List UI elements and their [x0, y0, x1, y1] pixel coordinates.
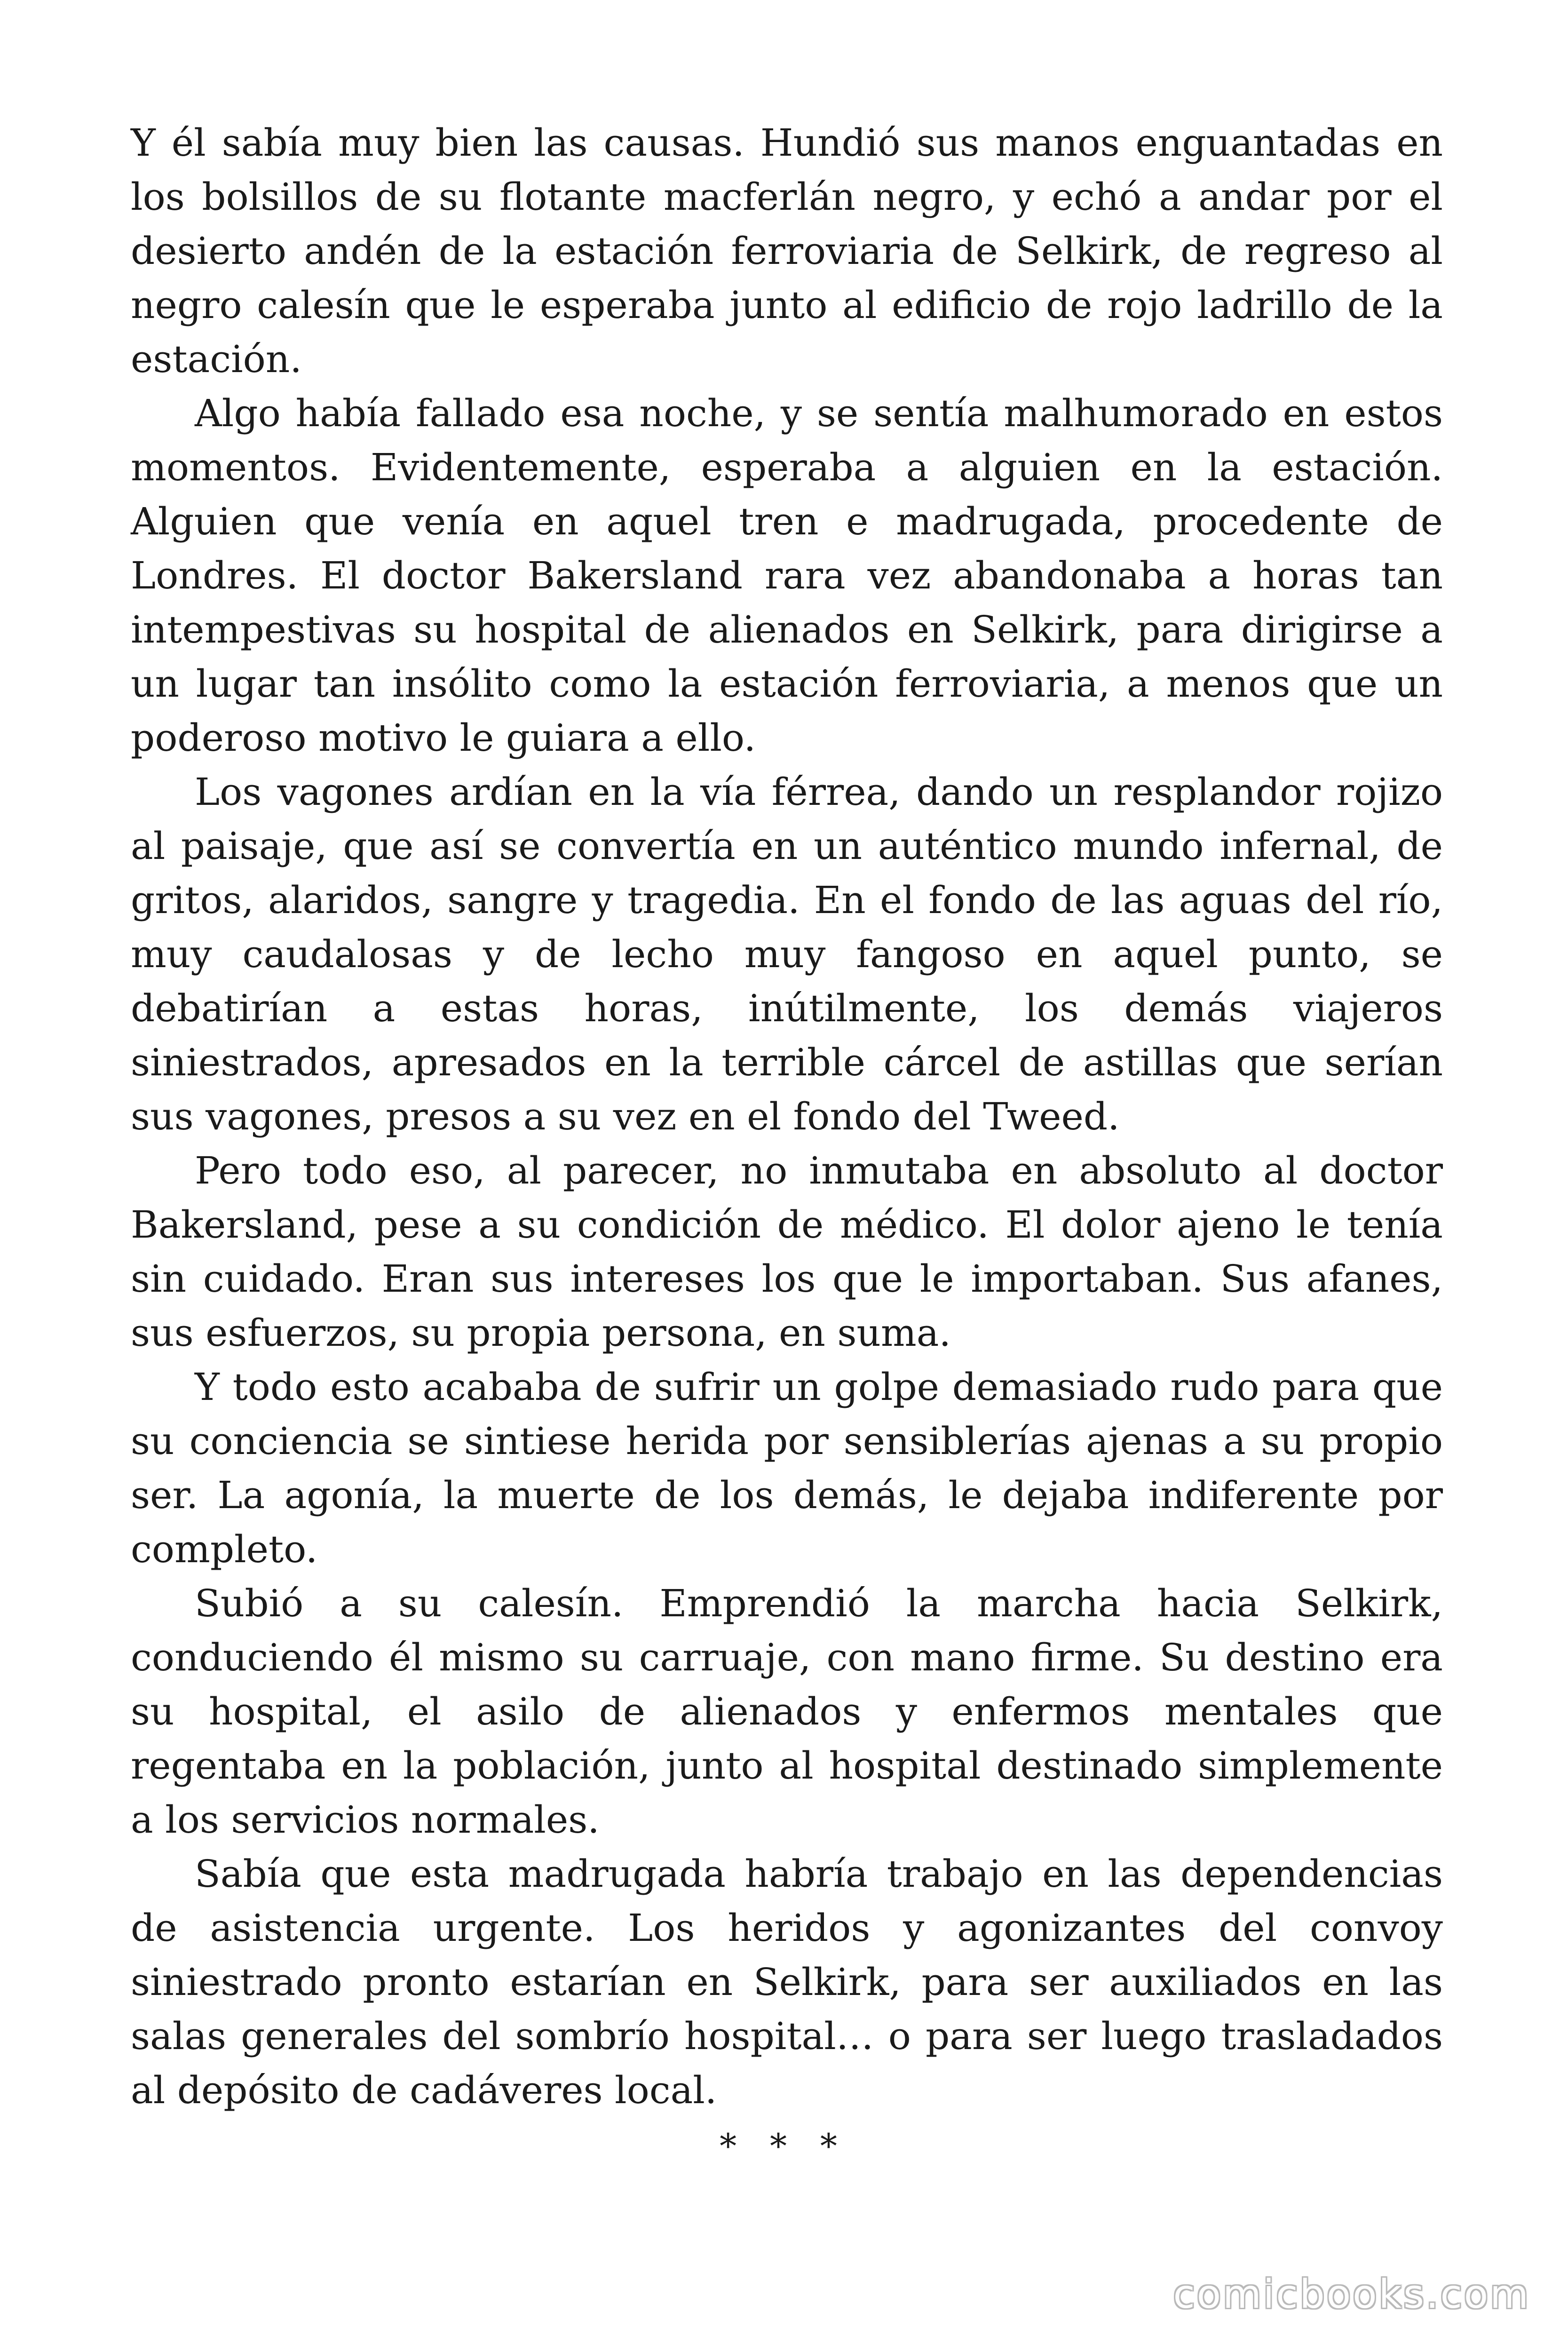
paragraph-3: Los vagones ardían en la vía férrea, dando un resplandor rojizo al paisaje, que así se convertía en un auténtico mundo infernal, de gritos, alaridos, sangre y tragedia. En el fondo de las aguas del río, muy caudalosas y de lecho muy fangoso en aquel punto, se debatirían a estas horas, inútilmente, los demás viajeros siniestrados, apresados en la terrible cárcel de astillas que serían sus vagones, presos a su vez en el fondo del Tweed.: [131, 770, 1443, 1138]
body-text: [131, 116, 1443, 2117]
paragraph-2: Algo había fallado esa noche, y se sentía malhumorado en estos momentos. Evidentemente, esperaba a alguien en la estación. Alguien que venía en aquel tren e madrugada, procedente de Londres. El doctor Bakersland rara vez abandonaba a horas tan intempestivas su hospital de alienados en Selkirk, para dirigirse a un lugar tan insólito como la estación ferroviaria, a menos que un poderoso motivo le guiara a ello.: [131, 391, 1443, 760]
paragraph-6: Subió a su calesín. Emprendió la marcha hacia Selkirk, conduciendo él mismo su carruaje, con mano firme. Su destino era su hospital, el asilo de alienados y enfermos mentales que regentaba en la población, junto al hospital destinado simplemente a los servicios normales.: [131, 1581, 1443, 1842]
paragraph-7: Sabía que esta madrugada habría trabajo en las dependencias de asistencia urgente. Los heridos y agonizantes del convoy siniestrado pronto estarían en Selkirk, para ser auxiliados en las salas generales del sombrío hospital… o para ser luego trasladados al depósito de cadáveres local.: [131, 1852, 1443, 2112]
paragraph-1: Y él sabía muy bien las causas. Hundió sus manos enguantadas en los bolsillos de su flotante macferlán negro, y echó a andar por el desierto andén de la estación ferroviaria de Selkirk, de regreso al negro calesín que le esperaba junto al edificio de rojo ladrillo de la estación.: [131, 121, 1443, 381]
paragraph-4: Pero todo eso, al parecer, no inmutaba en absoluto al doctor Bakersland, pese a su condición de médico. El dolor ajeno le tenía sin cuidado. Eran sus intereses los que le importaban. Sus afanes, sus esfuerzos, su propia persona, en suma.: [131, 1149, 1443, 1355]
watermark: comicbooks.com: [1173, 2271, 1530, 2317]
section-separator: * * *: [720, 2126, 848, 2166]
paragraph-5: Y todo esto acababa de sufrir un golpe demasiado rudo para que su conciencia se sintiese herida por sensiblerías ajenas a su propio ser. La agonía, la muerte de los demás, le dejaba indiferente por completo.: [131, 1365, 1443, 1571]
